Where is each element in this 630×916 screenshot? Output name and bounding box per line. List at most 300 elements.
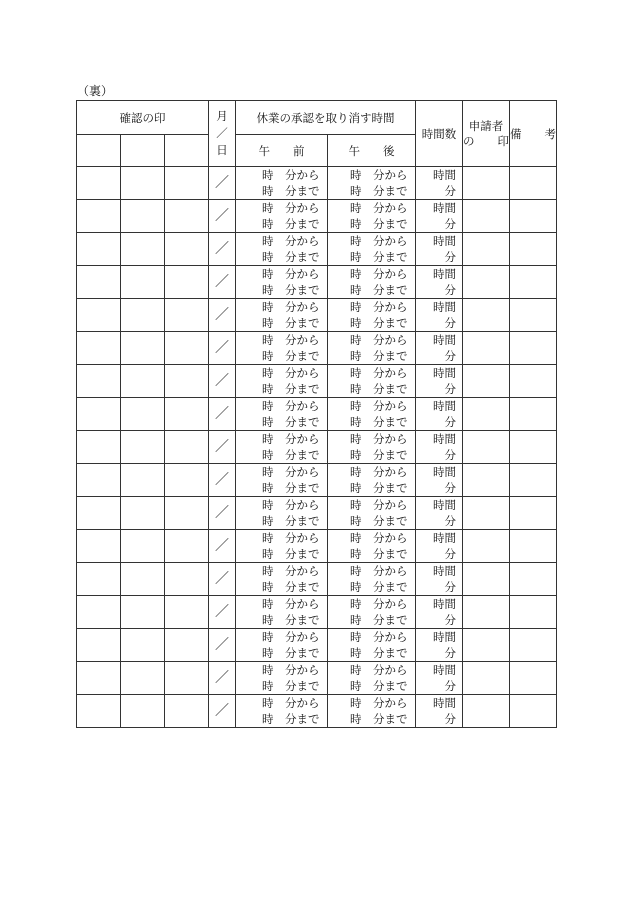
confirm-seal-cell[interactable] — [165, 596, 209, 629]
remarks-cell[interactable] — [510, 596, 557, 629]
to-text: 分まで — [285, 217, 320, 231]
remarks-cell[interactable] — [510, 530, 557, 563]
applicant-seal-cell[interactable] — [463, 200, 510, 233]
confirm-seal-cell[interactable] — [121, 464, 165, 497]
am-time-cell[interactable] — [236, 662, 328, 695]
confirm-seal-cell[interactable] — [121, 167, 165, 200]
hour-unit: 時 — [350, 712, 362, 726]
confirm-seal-cell[interactable] — [165, 167, 209, 200]
to-text: 分まで — [373, 382, 408, 396]
confirm-seal-cell[interactable] — [77, 695, 121, 728]
confirm-seal-cell[interactable] — [77, 332, 121, 365]
remarks-cell[interactable] — [510, 497, 557, 530]
confirm-seal-cell — [121, 135, 165, 167]
hours-unit: 時間 — [433, 366, 457, 380]
confirm-seal-cell[interactable] — [165, 464, 209, 497]
applicant-seal-cell[interactable] — [463, 233, 510, 266]
minutes-unit: 分 — [444, 481, 457, 495]
confirm-seal-cell[interactable] — [121, 497, 165, 530]
hour-unit: 時 — [262, 184, 274, 198]
confirm-seal-cell[interactable] — [121, 365, 165, 398]
hours-count-cell[interactable] — [416, 563, 463, 596]
applicant-seal-cell[interactable] — [463, 530, 510, 563]
confirm-seal-cell[interactable] — [77, 596, 121, 629]
to-text: 分まで — [285, 679, 320, 693]
leave-cancel-time-header: 休業の承認を取り消す時間 — [236, 101, 416, 135]
hour-unit: 時 — [262, 300, 274, 314]
confirm-seal-cell[interactable] — [165, 497, 209, 530]
applicant-seal-cell[interactable] — [463, 398, 510, 431]
from-text: 分から — [373, 366, 408, 380]
hour-unit: 時 — [262, 217, 274, 231]
pm-time-cell[interactable] — [328, 332, 416, 365]
from-text: 分から — [285, 168, 320, 182]
hour-unit: 時 — [262, 316, 274, 330]
applicant-seal-cell[interactable] — [463, 431, 510, 464]
hours-count-cell[interactable] — [416, 662, 463, 695]
hours-unit: 時間 — [433, 234, 457, 248]
hour-unit: 時 — [262, 382, 274, 396]
minutes-unit: 分 — [444, 217, 457, 231]
from-text: 分から — [373, 234, 408, 248]
minutes-unit: 分 — [444, 415, 457, 429]
hour-unit: 時 — [350, 415, 362, 429]
to-text: 分まで — [285, 283, 320, 297]
hours-unit: 時間 — [433, 168, 457, 182]
from-text: 分から — [373, 630, 408, 644]
to-text: 分まで — [373, 514, 408, 528]
hours-count-cell[interactable] — [416, 596, 463, 629]
applicant-seal-cell[interactable] — [463, 167, 510, 200]
from-text: 分から — [285, 465, 320, 479]
confirm-seal-cell[interactable] — [121, 200, 165, 233]
confirm-seal-cell[interactable] — [77, 464, 121, 497]
am-time-cell[interactable] — [236, 464, 328, 497]
minutes-unit: 分 — [444, 448, 457, 462]
hour-unit: 時 — [350, 234, 362, 248]
am-time-cell[interactable] — [236, 365, 328, 398]
date-slash: ／ — [215, 604, 230, 620]
pm-time-cell[interactable] — [328, 365, 416, 398]
from-text: 分から — [285, 564, 320, 578]
hour-unit: 時 — [262, 663, 274, 677]
am-time-cell[interactable] — [236, 266, 328, 299]
confirm-seal-cell[interactable] — [77, 167, 121, 200]
applicant-seal-cell[interactable] — [463, 266, 510, 299]
am-time-cell[interactable] — [236, 563, 328, 596]
confirm-seal-cell[interactable] — [121, 266, 165, 299]
hours-count-cell[interactable] — [416, 398, 463, 431]
confirm-seal-cell[interactable] — [77, 563, 121, 596]
pm-time-cell[interactable] — [328, 431, 416, 464]
from-text: 分から — [285, 333, 320, 347]
remarks-cell[interactable] — [510, 464, 557, 497]
confirm-seal-cell[interactable] — [77, 266, 121, 299]
date-cell[interactable] — [209, 167, 236, 200]
hour-unit: 時 — [350, 333, 362, 347]
confirm-seal-cell[interactable] — [77, 398, 121, 431]
to-text: 分まで — [373, 184, 408, 198]
date-cell[interactable] — [209, 596, 236, 629]
am-char2: 前 — [293, 143, 305, 158]
confirm-seal-cell[interactable] — [121, 629, 165, 662]
hours-count-cell[interactable] — [416, 695, 463, 728]
remarks-cell[interactable] — [510, 431, 557, 464]
hours-unit: 時間 — [433, 300, 457, 314]
confirm-seal-cell[interactable] — [121, 662, 165, 695]
from-text: 分から — [373, 267, 408, 281]
hour-unit: 時 — [262, 613, 274, 627]
to-text: 分まで — [373, 481, 408, 495]
remarks-cell[interactable] — [510, 200, 557, 233]
hours-count-cell[interactable] — [416, 167, 463, 200]
hour-unit: 時 — [350, 481, 362, 495]
pm-time-cell[interactable] — [328, 662, 416, 695]
hour-unit: 時 — [262, 250, 274, 264]
hour-unit: 時 — [350, 498, 362, 512]
to-text: 分まで — [285, 712, 320, 726]
hour-unit: 時 — [350, 448, 362, 462]
remarks-cell[interactable] — [510, 299, 557, 332]
applicant-seal-cell[interactable] — [463, 464, 510, 497]
am-time-cell[interactable] — [236, 530, 328, 563]
date-cell[interactable] — [209, 299, 236, 332]
page-side-label: （裏） — [77, 84, 114, 98]
table-row — [77, 431, 557, 464]
applicant-seal-cell[interactable] — [463, 332, 510, 365]
hours-count-cell[interactable] — [416, 233, 463, 266]
pm-time-cell[interactable] — [328, 266, 416, 299]
confirm-seal-cell[interactable] — [165, 530, 209, 563]
remarks-cell[interactable] — [510, 233, 557, 266]
am-time-cell[interactable] — [236, 431, 328, 464]
confirm-seal-cell[interactable] — [165, 365, 209, 398]
confirm-seal-cell[interactable] — [121, 299, 165, 332]
hours-unit: 時間 — [433, 696, 457, 710]
confirm-seal-cell[interactable] — [77, 497, 121, 530]
pm-char1: 午 — [348, 143, 361, 158]
confirm-seal-cell[interactable] — [77, 431, 121, 464]
confirm-seal-cell[interactable] — [165, 431, 209, 464]
hours-unit: 時間 — [433, 498, 457, 512]
minutes-unit: 分 — [444, 514, 457, 528]
date-cell[interactable] — [209, 365, 236, 398]
to-text: 分まで — [373, 712, 408, 726]
minutes-unit: 分 — [444, 580, 457, 594]
date-cell[interactable] — [209, 266, 236, 299]
hours-count-cell[interactable] — [416, 266, 463, 299]
confirm-seal-cell[interactable] — [165, 629, 209, 662]
confirm-seal-cell[interactable] — [165, 695, 209, 728]
date-cell[interactable] — [209, 464, 236, 497]
table-row — [77, 332, 557, 365]
hour-unit: 時 — [350, 547, 362, 561]
hour-unit: 時 — [262, 597, 274, 611]
remarks-cell[interactable] — [510, 629, 557, 662]
hour-unit: 時 — [262, 168, 274, 182]
to-text: 分まで — [373, 580, 408, 594]
hours-count-cell[interactable] — [416, 431, 463, 464]
table-row — [77, 266, 557, 299]
hours-count-cell[interactable] — [416, 200, 463, 233]
hour-unit: 時 — [350, 564, 362, 578]
minutes-unit: 分 — [444, 349, 457, 363]
pm-time-cell[interactable] — [328, 398, 416, 431]
remarks-cell[interactable] — [510, 332, 557, 365]
am-time-cell[interactable] — [236, 167, 328, 200]
from-text: 分から — [285, 234, 320, 248]
hour-unit: 時 — [350, 597, 362, 611]
from-text: 分から — [373, 696, 408, 710]
date-cell[interactable] — [209, 662, 236, 695]
confirm-seal-cell[interactable] — [165, 266, 209, 299]
applicant-seal-no: の — [463, 133, 475, 148]
table-row — [77, 530, 557, 563]
applicant-seal-cell[interactable] — [463, 695, 510, 728]
from-text: 分から — [285, 531, 320, 545]
hour-unit: 時 — [350, 366, 362, 380]
hour-unit: 時 — [350, 580, 362, 594]
confirm-seal-cell[interactable] — [77, 530, 121, 563]
hour-unit: 時 — [262, 283, 274, 297]
to-text: 分まで — [373, 283, 408, 297]
applicant-seal-cell[interactable] — [463, 497, 510, 530]
to-text: 分まで — [285, 514, 320, 528]
hours-count-cell[interactable] — [416, 365, 463, 398]
hour-unit: 時 — [262, 696, 274, 710]
hours-unit: 時間 — [433, 432, 457, 446]
am-time-cell[interactable] — [236, 497, 328, 530]
pm-time-cell[interactable] — [328, 695, 416, 728]
hour-unit: 時 — [350, 316, 362, 330]
hour-unit: 時 — [350, 646, 362, 660]
to-text: 分まで — [373, 250, 408, 264]
applicant-seal-cell[interactable] — [463, 596, 510, 629]
hours-count-cell[interactable] — [416, 530, 463, 563]
am-time-cell[interactable] — [236, 332, 328, 365]
to-text: 分まで — [285, 580, 320, 594]
table-row — [77, 200, 557, 233]
confirm-seal-cell[interactable] — [165, 233, 209, 266]
am-time-cell[interactable] — [236, 398, 328, 431]
from-text: 分から — [373, 564, 408, 578]
hour-unit: 時 — [262, 580, 274, 594]
confirm-seal-cell[interactable] — [77, 233, 121, 266]
date-cell[interactable] — [209, 200, 236, 233]
from-text: 分から — [373, 201, 408, 215]
confirm-seal-cell[interactable] — [121, 431, 165, 464]
confirm-seal-cell[interactable] — [121, 332, 165, 365]
hours-count-cell[interactable] — [416, 332, 463, 365]
remarks-cell[interactable] — [510, 365, 557, 398]
hour-unit: 時 — [350, 184, 362, 198]
hour-unit: 時 — [262, 481, 274, 495]
applicant-seal-cell[interactable] — [463, 299, 510, 332]
date-cell[interactable] — [209, 695, 236, 728]
confirm-seal-cell[interactable] — [165, 299, 209, 332]
hour-unit: 時 — [350, 663, 362, 677]
confirm-seal-cell[interactable] — [77, 365, 121, 398]
from-text: 分から — [285, 630, 320, 644]
confirm-seal-cell[interactable] — [165, 662, 209, 695]
hour-unit: 時 — [350, 201, 362, 215]
date-cell[interactable] — [209, 398, 236, 431]
minutes-unit: 分 — [444, 646, 457, 660]
slash-label: ／ — [216, 126, 228, 140]
date-slash: ／ — [215, 637, 230, 653]
hour-unit: 時 — [262, 432, 274, 446]
date-slash: ／ — [215, 208, 230, 224]
hour-unit: 時 — [262, 366, 274, 380]
table-row — [77, 497, 557, 530]
date-cell[interactable] — [209, 629, 236, 662]
remarks-cell[interactable] — [510, 563, 557, 596]
to-text: 分まで — [373, 316, 408, 330]
pm-time-cell[interactable] — [328, 497, 416, 530]
hour-unit: 時 — [350, 432, 362, 446]
hour-unit: 時 — [350, 613, 362, 627]
am-time-cell[interactable] — [236, 596, 328, 629]
to-text: 分まで — [285, 349, 320, 363]
hour-unit: 時 — [262, 234, 274, 248]
from-text: 分から — [373, 300, 408, 314]
confirm-seal-cell[interactable] — [165, 563, 209, 596]
applicant-seal-cell[interactable] — [463, 629, 510, 662]
hours-count-cell[interactable] — [416, 629, 463, 662]
from-text: 分から — [285, 267, 320, 281]
from-text: 分から — [373, 597, 408, 611]
date-cell[interactable] — [209, 233, 236, 266]
applicant-seal-cell[interactable] — [463, 662, 510, 695]
day-label: 日 — [216, 143, 228, 157]
hour-unit: 時 — [262, 415, 274, 429]
to-text: 分まで — [373, 349, 408, 363]
table-row — [77, 365, 557, 398]
table-row — [77, 695, 557, 728]
minutes-unit: 分 — [444, 184, 457, 198]
hour-unit: 時 — [350, 679, 362, 693]
month-label: 月 — [216, 109, 228, 123]
applicant-seal-cell[interactable] — [463, 563, 510, 596]
pm-time-cell[interactable] — [328, 596, 416, 629]
pm-time-cell[interactable] — [328, 629, 416, 662]
from-text: 分から — [373, 399, 408, 413]
confirm-seal-cell[interactable] — [77, 200, 121, 233]
from-text: 分から — [285, 201, 320, 215]
pm-char2: 後 — [383, 143, 395, 158]
from-text: 分から — [373, 168, 408, 182]
hour-unit: 時 — [350, 531, 362, 545]
from-text: 分から — [285, 300, 320, 314]
pm-time-cell[interactable] — [328, 299, 416, 332]
to-text: 分まで — [285, 481, 320, 495]
confirm-seal-cell[interactable] — [165, 332, 209, 365]
hour-unit: 時 — [350, 696, 362, 710]
date-slash: ／ — [215, 571, 230, 587]
from-text: 分から — [285, 597, 320, 611]
date-slash: ／ — [215, 505, 230, 521]
pm-time-cell[interactable] — [328, 563, 416, 596]
pm-time-cell[interactable] — [328, 167, 416, 200]
to-text: 分まで — [285, 646, 320, 660]
hours-count-cell[interactable] — [416, 497, 463, 530]
applicant-seal-cell[interactable] — [463, 365, 510, 398]
confirm-seal-cell[interactable] — [77, 662, 121, 695]
confirm-seal-cell[interactable] — [121, 596, 165, 629]
minutes-unit: 分 — [444, 547, 457, 561]
confirm-seal-cell[interactable] — [121, 233, 165, 266]
confirm-seal-cell[interactable] — [165, 200, 209, 233]
to-text: 分まで — [285, 382, 320, 396]
remarks-cell[interactable] — [510, 266, 557, 299]
hour-unit: 時 — [262, 498, 274, 512]
confirm-seal-cell[interactable] — [121, 530, 165, 563]
remarks-cell[interactable] — [510, 167, 557, 200]
date-slash: ／ — [215, 307, 230, 323]
confirm-seal-cell[interactable] — [121, 398, 165, 431]
hours-unit: 時間 — [433, 399, 457, 413]
confirm-seal-cell[interactable] — [77, 299, 121, 332]
am-time-cell[interactable] — [236, 200, 328, 233]
pm-time-cell[interactable] — [328, 200, 416, 233]
to-text: 分まで — [373, 613, 408, 627]
minutes-unit: 分 — [444, 382, 457, 396]
date-slash: ／ — [215, 472, 230, 488]
hours-count-cell[interactable] — [416, 464, 463, 497]
date-slash: ／ — [215, 373, 230, 389]
applicant-seal-header — [463, 101, 510, 167]
from-text: 分から — [373, 432, 408, 446]
confirm-seal-cell[interactable] — [121, 563, 165, 596]
confirm-seal-cell[interactable] — [165, 398, 209, 431]
hours-count-cell[interactable] — [416, 299, 463, 332]
remarks-cell[interactable] — [510, 695, 557, 728]
date-slash: ／ — [215, 670, 230, 686]
pm-time-cell[interactable] — [328, 233, 416, 266]
am-char1: 午 — [258, 143, 271, 158]
hours-unit: 時間 — [433, 663, 457, 677]
from-text: 分から — [285, 366, 320, 380]
am-time-cell[interactable] — [236, 233, 328, 266]
hours-unit: 時間 — [433, 201, 457, 215]
am-time-cell[interactable] — [236, 695, 328, 728]
date-cell[interactable] — [209, 497, 236, 530]
date-cell[interactable] — [209, 431, 236, 464]
hours-unit: 時間 — [433, 531, 457, 545]
confirm-seal-cell — [165, 135, 209, 167]
confirm-seal-cell — [77, 135, 121, 167]
to-text: 分まで — [373, 217, 408, 231]
pm-time-cell[interactable] — [328, 530, 416, 563]
confirm-seal-cell[interactable] — [77, 629, 121, 662]
hour-unit: 時 — [262, 531, 274, 545]
am-time-cell[interactable] — [236, 629, 328, 662]
month-day-header — [209, 101, 236, 167]
hour-unit: 時 — [350, 399, 362, 413]
remarks-cell[interactable] — [510, 398, 557, 431]
am-time-cell[interactable] — [236, 299, 328, 332]
date-cell[interactable] — [209, 563, 236, 596]
minutes-unit: 分 — [444, 679, 457, 693]
remarks-cell[interactable] — [510, 662, 557, 695]
hours-unit: 時間 — [433, 333, 457, 347]
hour-unit: 時 — [350, 250, 362, 264]
date-cell[interactable] — [209, 530, 236, 563]
date-slash: ／ — [215, 340, 230, 356]
confirm-seal-cell[interactable] — [121, 695, 165, 728]
date-cell[interactable] — [209, 332, 236, 365]
pm-time-cell[interactable] — [328, 464, 416, 497]
